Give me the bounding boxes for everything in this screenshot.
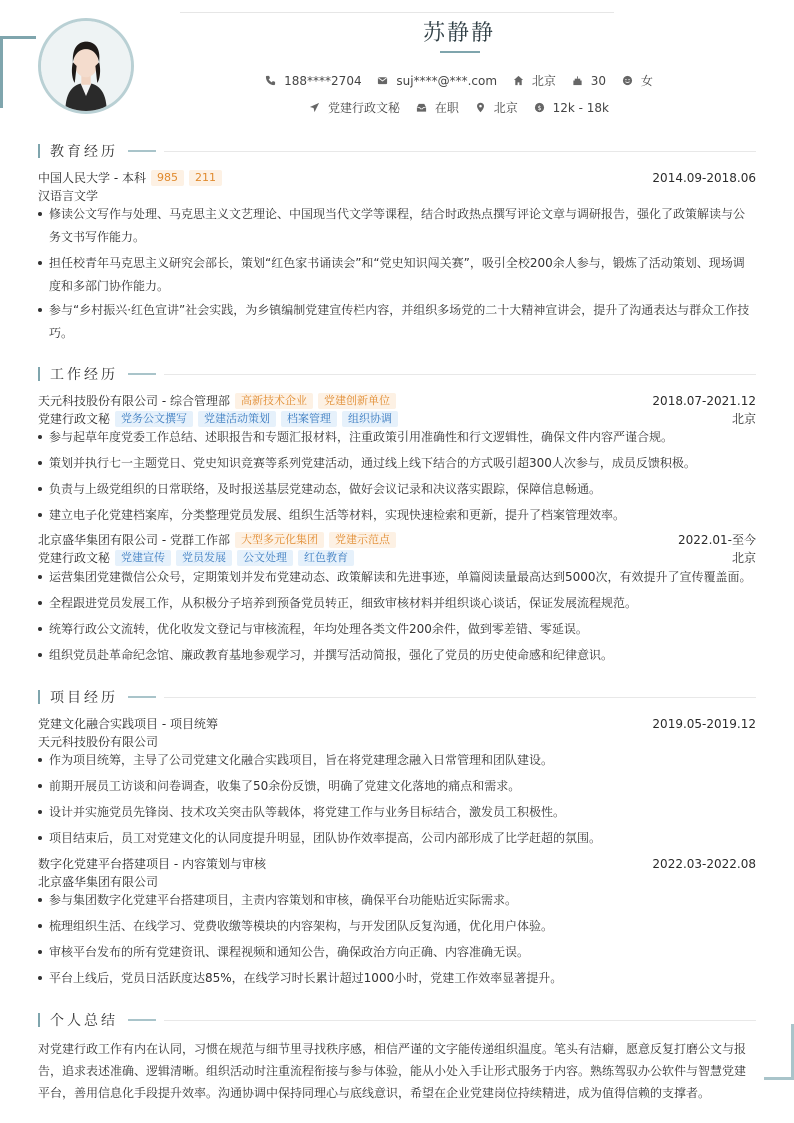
project-bullet: 审核平台发布的所有党建资讯、课程视频和通知公告，确保政治方向正确、内容准确无误。 bbox=[38, 941, 756, 964]
work-role: 党建行政文秘 bbox=[38, 551, 111, 565]
skill-tag: 党建活动策划 bbox=[198, 411, 276, 427]
education-tag: 211 bbox=[189, 170, 222, 186]
gender-item bbox=[622, 72, 653, 89]
project-title: 数字化党建平台搭建项目 - 内容策划与审核 bbox=[38, 857, 266, 871]
section-rule bbox=[164, 374, 756, 375]
project-org-row bbox=[38, 873, 756, 890]
location-pin-icon bbox=[475, 102, 486, 113]
phone-icon bbox=[265, 75, 276, 86]
contact-row bbox=[0, 72, 794, 89]
corner-decoration-bottom-right bbox=[764, 1024, 794, 1080]
section-accent-line bbox=[128, 373, 156, 375]
project-org-row bbox=[38, 733, 756, 750]
education-bullet: 担任校青年马克思主义研究会部长，策划“红色家书诵读会”和“党史知识闯关赛”，吸引全校200余人参与，锻炼了活动策划、现场调度和多部门协作能力。 bbox=[38, 252, 756, 298]
section-accent-line bbox=[128, 150, 156, 152]
project-title: 党建文化融合实践项目 - 项目统筹 bbox=[38, 717, 218, 731]
project-title-row bbox=[38, 855, 756, 872]
section-education-header bbox=[38, 141, 756, 161]
skill-tag: 组织协调 bbox=[342, 411, 398, 427]
city-text: 北京 bbox=[531, 74, 556, 88]
project-org: 北京盛华集团有限公司 bbox=[38, 875, 159, 889]
status-text: 在职 bbox=[434, 101, 459, 115]
salary-text: 12k - 18k bbox=[552, 100, 609, 115]
work-bullet: 参与起草年度党委工作总结、述职报告和专题汇报材料，注重政策引用准确性和行文逻辑性，确保文件内容严谨合规。 bbox=[38, 426, 756, 449]
section-work-header bbox=[38, 364, 756, 384]
work-location: 北京 bbox=[731, 551, 756, 565]
education-school: 中国人民大学 - 本科 bbox=[38, 171, 146, 185]
section-projects-header bbox=[38, 687, 756, 707]
svg-text:$: $ bbox=[537, 103, 542, 112]
education-major-row bbox=[38, 187, 756, 204]
project-date: 2019.05-2019.12 bbox=[652, 716, 756, 731]
work-date: 2022.01-至今 bbox=[678, 533, 756, 547]
skill-tag: 党务公文撰写 bbox=[115, 411, 193, 427]
section-rule bbox=[164, 151, 756, 152]
education-school-row bbox=[38, 169, 756, 186]
company-tag: 党建示范点 bbox=[329, 532, 396, 548]
skill-tag: 公文处理 bbox=[237, 550, 293, 566]
work-bullet: 负责与上级党组织的日常联络，及时报送基层党建动态，做好会议记录和决议落实跟踪，保障信息畅通。 bbox=[38, 478, 756, 501]
skill-tag: 党建宣传 bbox=[115, 550, 171, 566]
section-bar bbox=[38, 367, 40, 381]
education-date: 2014.09-2018.06 bbox=[652, 170, 756, 185]
section-title-text: 项目经历 bbox=[50, 690, 118, 706]
smile-icon bbox=[622, 75, 633, 86]
candidate-name: 苏静静 bbox=[422, 21, 495, 46]
section-bar bbox=[38, 690, 40, 704]
skill-tag: 档案管理 bbox=[281, 411, 337, 427]
work-role: 党建行政文秘 bbox=[38, 412, 111, 426]
section-accent-line bbox=[128, 696, 156, 698]
work-bullet: 组织党员赴革命纪念馆、廉政教育基地参观学习，并撰写活动简报，强化了党员的历史使命感和纪律意识。 bbox=[38, 644, 756, 667]
position-text: 党建行政文秘 bbox=[328, 101, 401, 115]
project-title-row bbox=[38, 715, 756, 732]
company-tag: 大型多元化集团 bbox=[235, 532, 324, 548]
work-company: 天元科技股份有限公司 - 综合管理部 bbox=[38, 394, 230, 408]
education-tag: 985 bbox=[151, 170, 184, 186]
project-bullet: 设计并实施党员先锋岗、技术攻关突击队等载体，将党建工作与业务目标结合，激发员工积极性。 bbox=[38, 801, 756, 824]
project-bullet: 作为项目统筹，主导了公司党建文化融合实践项目，旨在将党建理念融入日常管理和团队建设。 bbox=[38, 749, 756, 772]
work-role-row bbox=[38, 549, 756, 566]
section-title-text: 教育经历 bbox=[50, 144, 118, 160]
section-title-text: 工作经历 bbox=[50, 367, 118, 383]
work-bullet: 建立电子化党建档案库，分类整理党员发展、组织生活等材料，实现快速检索和更新，提升了档案管理效率。 bbox=[38, 504, 756, 527]
project-bullet: 平台上线后，党员日活跃度达85%，在线学习时长累计超过1000小时，党建工作效率显著提升。 bbox=[38, 967, 756, 990]
status-item bbox=[416, 99, 459, 116]
salary-item bbox=[534, 101, 609, 115]
summary-text: 对党建行政工作有内在认同，习惯在规范与细节里寻找秩序感，相信严谨的文字能传递组织温度。笔头有洁癖，愿意反复打磨公文与报告，追求表述准确、逻辑清晰。组织活动时注重流程衔接与参与体验，能从小处入手让形式服务于内容。熟练驾驭办公软件与智慧党建平台，善用信息化手段提升效率。沟通协调中保持同理心与底线意识，希望在企业党建岗位持续精进，成为值得信赖的支撑者。 bbox=[38, 1042, 747, 1100]
email-item bbox=[377, 74, 497, 88]
work-company-row bbox=[38, 531, 756, 548]
project-bullet: 参与集团数字化党建平台搭建项目，主责内容策划和审核，确保平台功能贴近实际需求。 bbox=[38, 889, 756, 912]
section-bar bbox=[38, 1013, 40, 1027]
position-item bbox=[309, 99, 400, 116]
gender-text: 女 bbox=[640, 74, 653, 88]
email-text: suj****@***.com bbox=[396, 73, 498, 88]
skill-tag: 红色教育 bbox=[298, 550, 354, 566]
section-accent-line bbox=[128, 1019, 156, 1021]
target-city-text: 北京 bbox=[493, 101, 518, 115]
city-item bbox=[513, 72, 556, 89]
money-icon bbox=[534, 102, 545, 113]
target-city-item bbox=[475, 99, 518, 116]
section-rule bbox=[164, 697, 756, 698]
company-tag: 党建创新单位 bbox=[318, 393, 396, 409]
job-intent-row bbox=[0, 99, 794, 116]
age-text: 30 bbox=[590, 73, 607, 88]
education-bullet: 参与“乡村振兴·红色宣讲”社会实践，为乡镇编制党建宣传栏内容，并组织多场党的二十大精神宣讲会，提升了沟通表达与群众工作技巧。 bbox=[38, 299, 756, 345]
section-bar bbox=[38, 144, 40, 158]
skill-tag: 党员发展 bbox=[176, 550, 232, 566]
work-company: 北京盛华集团有限公司 - 党群工作部 bbox=[38, 533, 230, 547]
work-bullet: 策划并执行七一主题党日、党史知识竞赛等系列党建活动，通过线上线下结合的方式吸引超300人次参与，成员反馈积极。 bbox=[38, 452, 756, 475]
phone-text: 188****2704 bbox=[284, 73, 362, 88]
work-bullet: 统筹行政公文流转，优化收发文登记与审核流程，年均处理各类文件200余件，做到零差错、零延误。 bbox=[38, 618, 756, 641]
section-rule bbox=[164, 1020, 756, 1021]
phone-item bbox=[265, 74, 361, 88]
project-bullet: 项目结束后，员工对党建文化的认同度提升明显，团队协作效率提高，公司内部形成了比学赶超的氛围。 bbox=[38, 827, 756, 850]
work-date: 2018.07-2021.12 bbox=[652, 393, 756, 408]
work-bullet: 全程跟进党员发展工作，从积极分子培养到预备党员转正，细致审核材料并组织谈心谈话，保证发展流程规范。 bbox=[38, 592, 756, 615]
home-icon bbox=[513, 75, 524, 86]
inbox-icon bbox=[416, 102, 427, 113]
project-bullet: 梳理组织生活、在线学习、党费收缴等模块的内容架构，与开发团队反复沟通，优化用户体验。 bbox=[38, 915, 756, 938]
education-bullet: 修读公文写作与处理、马克思主义文艺理论、中国现当代文学等课程，结合时政热点撰写评论文章与调研报告，强化了政策解读与公务文书写作能力。 bbox=[38, 203, 756, 249]
work-location: 北京 bbox=[731, 412, 756, 426]
project-date: 2022.03-2022.08 bbox=[652, 856, 756, 871]
work-role-row bbox=[38, 410, 756, 427]
education-major: 汉语言文学 bbox=[38, 189, 99, 203]
cake-icon bbox=[572, 75, 583, 86]
section-title-text: 个人总结 bbox=[50, 1013, 118, 1029]
name-underline bbox=[440, 51, 480, 53]
work-bullet: 运营集团党建微信公众号，定期策划并发布党建动态、政策解读和先进事迹，单篇阅读量最高达到5000次，有效提升了宣传覆盖面。 bbox=[38, 566, 756, 589]
section-summary-header bbox=[38, 1010, 756, 1030]
header-top-line bbox=[180, 12, 614, 13]
age-item bbox=[572, 74, 606, 88]
work-company-row bbox=[38, 392, 756, 409]
project-org: 天元科技股份有限公司 bbox=[38, 735, 159, 749]
company-tag: 高新技术企业 bbox=[235, 393, 313, 409]
project-bullet: 前期开展员工访谈和问卷调查，收集了50余份反馈，明确了党建文化落地的痛点和需求。 bbox=[38, 775, 756, 798]
send-icon bbox=[309, 102, 320, 113]
mail-icon bbox=[377, 75, 388, 86]
